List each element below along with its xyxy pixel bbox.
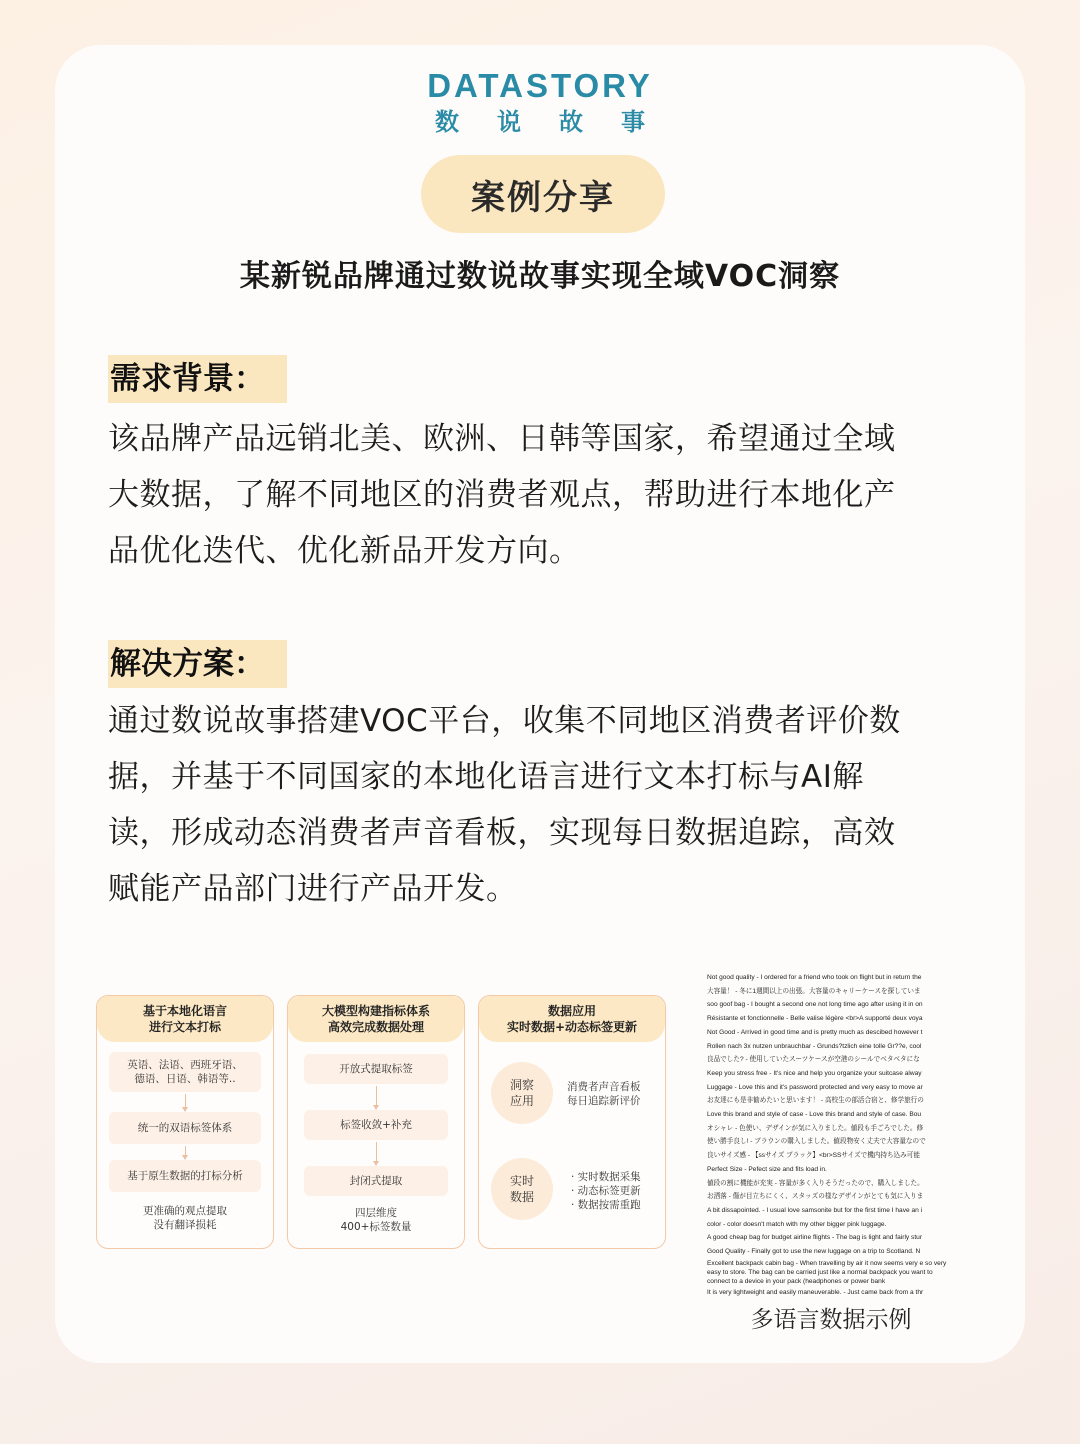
header-line: 实时数据+动态标签更新 <box>506 1020 638 1034</box>
circle-line: 洞察 <box>509 1078 534 1092</box>
closed-extraction-box: 封闭式提取 <box>304 1166 448 1196</box>
review-sample-caption: 多语言数据示例 <box>750 1307 912 1333</box>
review-line: A good cheap bag for budget airline flights - The bag is light and fairly stur <box>707 1234 923 1242</box>
column-header <box>288 996 464 1042</box>
down-arrow-icon <box>185 1146 186 1158</box>
header-line: 大模型构建指标体系 <box>321 1004 430 1018</box>
review-line: 大容量！ - 冬に1週間以上の出張。大容量のキャリーケースを探していま <box>707 987 921 995</box>
review-line: Not good quality - I ordered for a friend who took on flight but in return the <box>707 974 922 981</box>
text-line: 品优化迭代、优化新品开发方向。 <box>108 533 581 569</box>
multilingual-review-sample <box>707 971 955 1297</box>
realtime-description <box>571 1170 641 1212</box>
circle-line: 数据 <box>509 1190 534 1204</box>
review-line: 値段の割に機能が充実 - 容量が多く入りそうだったので、購入しました。 <box>707 1179 924 1187</box>
insight-description <box>567 1080 641 1108</box>
header-line: 基于本地化语言 <box>142 1004 227 1018</box>
circle-line: 应用 <box>509 1094 534 1108</box>
column-header <box>479 996 665 1042</box>
column-footer <box>288 1206 464 1234</box>
review-line: Good Quality - Finally got to use the new luggage on a trip to Scotland. N <box>707 1248 921 1256</box>
description-line: · 实时数据采集 <box>571 1171 641 1183</box>
realtime-circle <box>491 1158 553 1220</box>
column-data-application <box>478 995 666 1249</box>
review-line: Résistante et fonctionnelle - Belle valise légère <br>A supporté deux voya <box>707 1015 923 1023</box>
box-line: 德语、日语、韩语等.. <box>134 1073 236 1085</box>
text-line: 通过数说故事搭建VOC平台，收集不同地区消费者评价数 <box>108 703 901 739</box>
description-line: · 数据按需重跑 <box>571 1199 641 1211</box>
datastory-logo <box>55 69 1025 134</box>
logo-wordmark: DATASTORY <box>427 67 653 104</box>
content-card <box>55 45 1025 1363</box>
header-line: 数据应用 <box>547 1004 596 1018</box>
text-line: 读，形成动态消费者声音看板，实现每日数据追踪，高效 <box>108 815 896 851</box>
box-line: 英语、法语、西班牙语、 <box>127 1059 243 1071</box>
review-line: Excellent backpack cabin bag - When travelling by air it now seems very e so very easy to store. The bag can be carried just like a normal backpack you want to connect to a device in your pack (headphones or power bank <box>707 1259 947 1285</box>
languages-box <box>109 1052 261 1092</box>
review-line: Not Good - Arrived in good time and is pretty much as descibed however t <box>707 1028 923 1036</box>
header-line: 进行文本打标 <box>148 1020 221 1034</box>
circle-line: 实时 <box>509 1174 534 1188</box>
tag-convergence-box: 标签收敛+补充 <box>304 1110 448 1140</box>
column-footer <box>97 1204 273 1232</box>
down-arrow-icon <box>376 1086 377 1108</box>
column-header <box>97 996 273 1042</box>
header-line: 高效完成数据处理 <box>327 1020 424 1034</box>
section-label-solution: 解决方案： <box>108 640 287 688</box>
review-line: color - color doesn't match with my other bigger pink luggage. <box>707 1220 887 1228</box>
page-title: 某新锐品牌通过数说故事实现全域VOC洞察 <box>239 259 841 294</box>
native-data-box: 基于原生数据的打标分析 <box>109 1160 261 1192</box>
review-line: お洒落 - 傷が目立ちにくく、スタッズの様なデザインがとても気に入りま <box>707 1193 924 1201</box>
section-background-text <box>108 411 978 579</box>
section-solution-text <box>108 693 978 917</box>
text-line: 大数据，了解不同地区的消费者观点，帮助进行本地化产 <box>108 477 896 513</box>
review-line: Love this brand and style of case - Love this brand and style of case. Bou <box>707 1111 922 1119</box>
footer-line: 四层维度 <box>355 1207 397 1219</box>
review-line: Perfect Size - Pefect size and fits load in. <box>707 1165 827 1173</box>
review-line: It is very lightweight and easily maneuverable. - Just came back from a thr <box>707 1288 924 1296</box>
review-line: Rollen nach 3x nutzen unbrauchbar - Grunds?tzlich eine tolle Gr??e, cool <box>707 1042 922 1050</box>
text-line: 据，并基于不同国家的本地化语言进行文本打标与AI解 <box>108 759 864 795</box>
review-line: 良いサイズ感 - 【ssサイズ ブラック】<br>SSサイズで機内持ち込み可能 <box>707 1152 920 1160</box>
footer-line: 没有翻译损耗 <box>153 1219 217 1231</box>
bilingual-tags-box: 统一的双语标签体系 <box>109 1112 261 1144</box>
description-line: · 动态标签更新 <box>571 1185 641 1197</box>
review-line: Keep you stress free - It's nice and help you organize your suitcase alway <box>707 1069 922 1077</box>
review-line: 使い勝手良し! - ブラウンの購入しました。値段物安く丈夫で大容量なので <box>707 1138 926 1146</box>
logo-chinese-name: 数说故事 <box>435 108 683 136</box>
down-arrow-icon <box>376 1142 377 1164</box>
column-llm-indicators <box>287 995 465 1249</box>
section-label-background: 需求背景： <box>108 355 287 403</box>
review-line: 良品でした? - 使用していたスーツケースが空港のシールでベタベタにな <box>707 1056 920 1064</box>
text-line: 赋能产品部门进行产品开发。 <box>108 871 518 907</box>
description-line: 每日追踪新评价 <box>567 1095 641 1107</box>
review-line: soo goof bag - I bought a second one not long time ago after using it in on <box>707 1001 923 1009</box>
column-localized-tagging <box>96 995 274 1249</box>
footer-line: 更准确的观点提取 <box>143 1205 227 1217</box>
open-extraction-box: 开放式提取标签 <box>304 1054 448 1084</box>
review-line: お友達にも是非勧めたいと思います！ - 高校生の部活合宿と、修学旅行の <box>707 1097 924 1105</box>
down-arrow-icon <box>185 1094 186 1110</box>
text-line: 该品牌产品远销北美、欧洲、日韩等国家，希望通过全域 <box>108 421 896 457</box>
review-line: A bit dissapointed. - I usual love samsonite but for the first time I have an i <box>707 1206 923 1214</box>
footer-line: 400+标签数量 <box>340 1221 412 1233</box>
insight-circle <box>491 1062 553 1124</box>
review-line: オシャレ - 色使い、デザインが気に入りました。値段も手ごろでした。修 <box>707 1124 924 1132</box>
description-line: 消费者声音看板 <box>567 1081 641 1093</box>
case-share-tag: 案例分享 <box>421 155 665 233</box>
review-line: Luggage - Love this and it's password protected and very easy to move ar <box>707 1083 923 1091</box>
